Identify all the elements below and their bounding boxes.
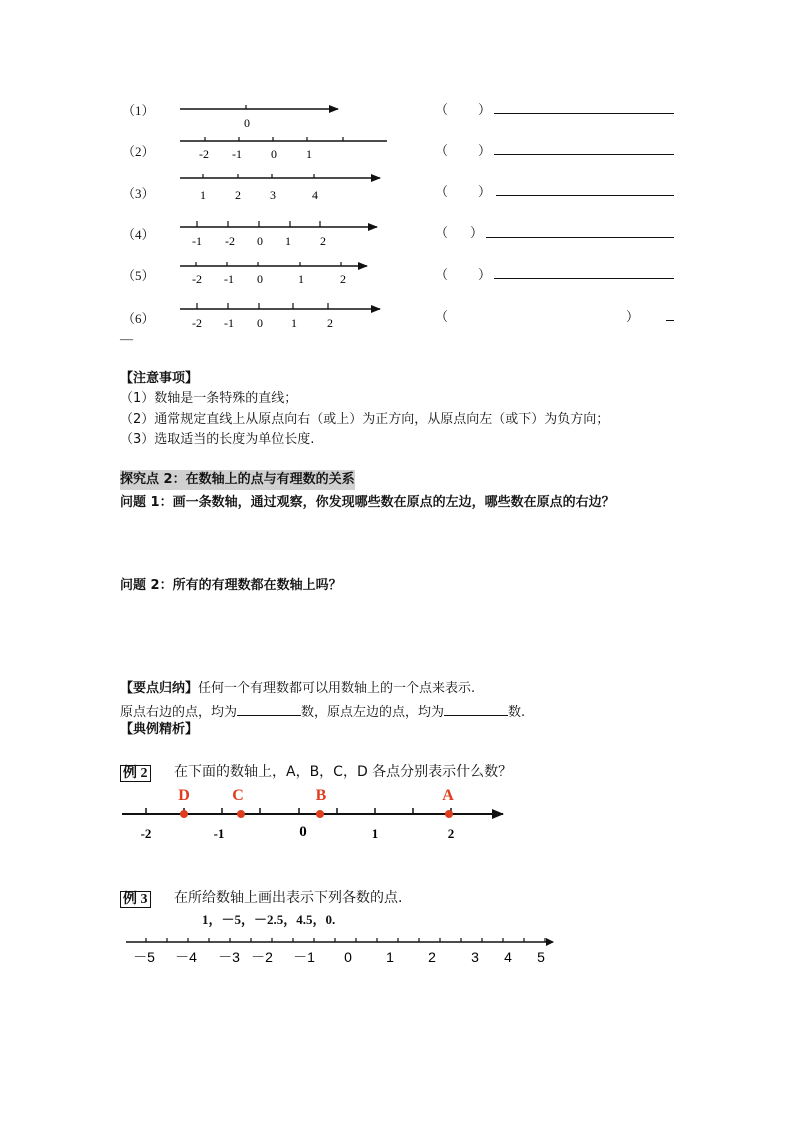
example2-axis-label: -2 [140,826,152,841]
tick-label-2: 1 [306,147,312,161]
tick-label-5: 1 [298,272,304,286]
tick-label-5: -1 [224,272,234,286]
question-2: 问题 2：所有的有理数都在数轴上吗？ [120,578,342,593]
row-index-2: （2） [122,144,155,159]
note-item-1: （1）数轴是一条特殊的直线； [120,391,298,406]
tick-label-2: 0 [271,147,277,161]
example2-axis-label: 1 [371,826,379,841]
tick-label-4: 1 [285,234,291,248]
answer-blank-4[interactable] [486,237,674,238]
answer-blank-6[interactable] [666,320,674,321]
example2-tag-box [120,762,151,782]
example3-axis-label: 0 [344,949,352,965]
example3-axis-label: 2 [428,949,436,965]
tick-label-1-0: 0 [244,116,250,130]
summary-blank-positive[interactable] [237,701,301,716]
tick-label-3: 3 [270,188,276,202]
tick-label-6: 1 [291,316,297,330]
answer-close-paren-6: ） [626,309,640,324]
tick-label-5: 0 [257,272,263,286]
example2-axis-label: 2 [447,826,455,841]
row-index-5: （5） [122,268,155,283]
tick-label-2: -2 [199,147,209,161]
explore-heading: 探究点 2：在数轴上的点与有理数的关系 [120,470,355,490]
point-c [237,810,245,818]
example3-tag-box [120,888,151,908]
tick-label-3: 4 [312,188,318,202]
point-label-d: D [178,787,190,804]
summary-text-1: 任何一个有理数都可以用数轴上的一个点来表示. [198,681,476,696]
example2-axis-label: -1 [213,826,225,841]
answer-blank-1[interactable] [494,113,674,114]
summary-blank-negative[interactable] [444,701,508,716]
answer-close-paren-1: ） [478,102,492,117]
tick-label-4: -2 [225,234,235,248]
tick-label-3: 1 [200,188,206,202]
note-item-3: （3）选取适当的长度为单位长度. [120,432,315,447]
answer-open-paren-5: （ [435,267,449,282]
example2-question: 在下面的数轴上，A，B，C，D 各点分别表示什么数？ [174,764,513,780]
example3-axis-label: －4 [175,949,197,965]
question-1: 问题 1：画一条数轴，通过观察，你发现哪些数在原点的左边，哪些数在原点的右边？ [120,495,615,510]
example3-question: 在所给数轴上画出表示下列各数的点. [174,890,403,906]
example3-axis-label: 4 [504,949,512,965]
answer-open-paren-4: （ [435,225,449,240]
example3-number-line [0,930,794,970]
summary-text-2a: 原点右边的点，均为 [120,705,238,720]
point-d [180,810,188,818]
tick-label-5: -2 [192,272,202,286]
example3-axis-label: －2 [251,949,273,965]
example3-numbers: 1，－5，－2.5，4.5，0. [202,912,336,927]
example3-axis-label: －1 [293,949,315,965]
example2-tag: 例 2 [120,765,151,782]
row-index-6: （6） [122,311,155,326]
answer-close-paren-5: ） [478,267,492,282]
point-label-c: C [232,787,244,804]
example2-axis-label: 0 [299,824,307,840]
answer-blank-3[interactable] [496,195,674,196]
tick-label-4: 2 [320,234,326,248]
example2-number-line [0,780,794,850]
answer-blank-5[interactable] [494,278,674,279]
tick-label-4: -1 [192,234,202,248]
tick-label-5: 2 [340,272,346,286]
tick-label-4: 0 [257,234,263,248]
point-a [445,810,453,818]
answer-close-paren-3: ） [478,184,492,199]
tick-label-2: -1 [232,147,242,161]
example3-axis-label: 5 [537,949,545,965]
tick-label-3: 2 [235,188,241,202]
exercise-number-lines [0,0,794,350]
tick-label-6: 0 [257,316,263,330]
example3-axis-label: －3 [218,949,240,965]
summary-title: 【要点归纳】 [120,681,199,696]
notes-title: 【注意事项】 [120,371,199,386]
answer-open-paren-3: （ [435,184,449,199]
answer-open-paren-6: （ [435,309,449,324]
example3-axis-label: 1 [386,949,394,965]
point-b [316,810,324,818]
answer-open-paren-2: （ [435,143,449,158]
summary-text-2c: 数. [508,705,526,720]
row-index-3: （3） [122,186,155,201]
summary-line-1 [120,679,475,699]
note-item-2: （2）通常规定直线上从原点向右（或上）为正方向，从原点向左（或下）为负方向； [120,412,610,427]
answer-close-paren-2: ） [478,143,492,158]
tick-label-6: 2 [327,316,333,330]
answer-blank-2[interactable] [494,154,674,155]
examples-title: 【典例精析】 [120,722,199,737]
point-label-a: A [442,787,454,804]
row-index-4: （4） [122,227,155,242]
answer-open-paren-1: （ [435,102,449,117]
point-label-b: B [315,787,327,804]
example3-axis-label: 3 [471,949,479,965]
example3-axis-label: －5 [133,949,155,965]
answer-dash: — [120,331,133,346]
row-index-1: （1） [122,103,155,118]
tick-label-6: -1 [224,316,234,330]
tick-label-6: -2 [192,316,202,330]
example3-tag: 例 3 [120,891,151,908]
answer-close-paren-4: ） [470,225,484,240]
summary-text-2b: 数，原点左边的点，均为 [301,705,445,720]
